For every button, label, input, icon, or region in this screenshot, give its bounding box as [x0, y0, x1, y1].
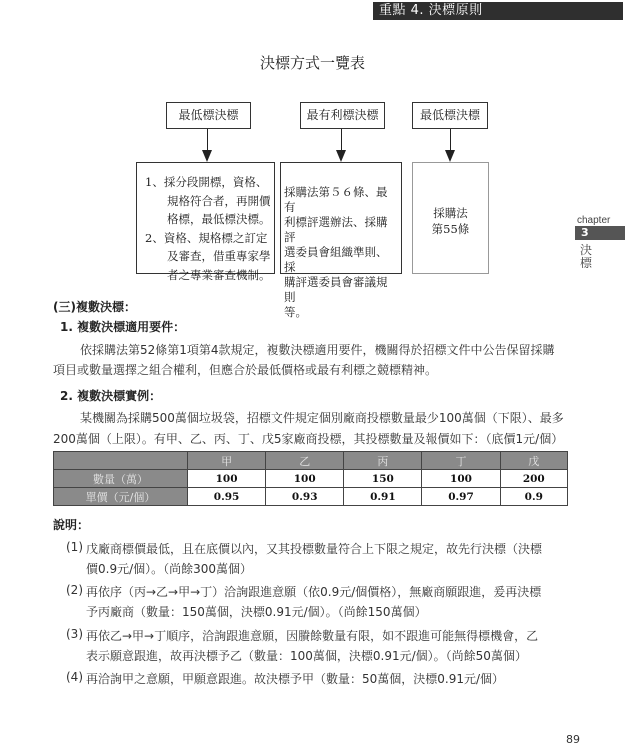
item-line: 價0.9元/個）。（尚餘300萬個）: [86, 562, 253, 576]
box-line: 者之專業審查機制。: [167, 267, 271, 282]
item-line: 再依乙→甲→丁順序，洽詢跟進意願，因賸餘數量有限，如不跟進可能無得標機會，乙: [86, 629, 539, 643]
box-line: 規格符合者，再開價: [167, 193, 271, 208]
chapter-header-bar: 重點 4. 決標原則: [373, 2, 623, 20]
box-line: 格標，最低標決標。: [167, 212, 271, 226]
arrow-line: [450, 129, 451, 151]
table-cell: 0.9: [500, 488, 567, 506]
detail-box-article-55: [412, 162, 489, 274]
table-row: [54, 470, 568, 488]
item-number: (3): [66, 627, 83, 641]
chapter-name-char: 標: [580, 256, 593, 270]
item-number: (1): [66, 540, 83, 554]
box-line: 採購法第５６條、最有: [284, 185, 388, 214]
row-header: 數量（萬）: [54, 470, 188, 488]
box-line: 1、採分段開標，資格、: [145, 175, 268, 189]
column-header: 丙: [344, 452, 422, 470]
chapter-name: [580, 244, 594, 270]
arrow-line: [207, 129, 208, 151]
table-cell: 0.93: [266, 488, 344, 506]
page-title: 決標方式一覽表: [259, 54, 365, 72]
box-line: 購評選委員會審議規則: [284, 275, 388, 304]
box-line: 利標評選辦法、採購評: [284, 215, 388, 244]
box-line: 等。: [284, 305, 307, 319]
table-cell: 0.95: [188, 488, 266, 506]
table-cell: 100: [188, 470, 266, 488]
item-line: 表示願意跟進，故再決標予乙（數量：100萬個，決標0.91元/個）。（尚餘50萬個）: [86, 649, 527, 663]
item-number: (2): [66, 583, 83, 597]
table-cell: 100: [422, 470, 500, 488]
section-heading: (三)複數決標：: [53, 300, 136, 314]
table-cell: 0.97: [422, 488, 500, 506]
chapter-label: chapter: [577, 215, 611, 226]
table-header-row: [54, 452, 568, 470]
table-cell: 150: [344, 470, 422, 488]
paragraph-line: 依採購法第52條第1項第4款規定，複數決標適用要件，機關得於招標文件中公告保留採購: [80, 343, 555, 357]
paragraph-line: 項目或數量選擇之組合權利，但應合於最低價格或最有利標之競標精神。: [53, 363, 438, 377]
table-cell: 100: [266, 470, 344, 488]
subsection-heading-2: 2. 複數決標實例：: [60, 389, 162, 403]
item-line: 戊廠商標價最低，且在底價以內，又其投標數量符合上下限之規定，故先行決標（決標: [86, 542, 543, 556]
column-header: 乙: [266, 452, 344, 470]
paragraph-line: 某機關為採購500萬個垃圾袋，招標文件規定個別廠商投標數量最少100萬個（下限）、最多: [80, 411, 564, 425]
arrow-line: [341, 129, 342, 151]
column-header: 丁: [422, 452, 500, 470]
detail-box-lowest-bid: [136, 162, 275, 282]
top-box-most-advantageous: 最有利標決標: [300, 102, 385, 129]
box-line: 第55條: [431, 222, 470, 236]
row-header: 單價（元/個）: [54, 488, 188, 506]
page-number: 89: [566, 733, 580, 746]
table-cell: 0.91: [344, 488, 422, 506]
table-row: [54, 488, 568, 506]
box-line: 選委員會組織準則、採: [284, 245, 388, 274]
top-box-lowest-bid-2: 最低標決標: [412, 102, 488, 129]
box-line: 2、資格、規格標之訂定: [145, 230, 268, 245]
paragraph-line: 200萬個（上限）。有甲、乙、丙、丁、戊5家廠商投標，其投標數量及報價如下：（底價1元/個）: [53, 432, 564, 446]
arrow-down-icon: [445, 150, 455, 162]
arrow-down-icon: [336, 150, 346, 162]
detail-box-most-advantageous: [280, 162, 402, 319]
column-header: 戊: [500, 452, 567, 470]
box-line: 及審查，借重專家學: [167, 249, 271, 263]
item-number: (4): [66, 670, 83, 684]
chapter-name-char: 決: [580, 243, 593, 257]
explanation-heading: 說明：: [53, 518, 90, 532]
box-line: 採購法: [433, 206, 468, 220]
item-line: 再依序（丙→乙→甲→丁）洽詢跟進意願（依0.9元/個價格），無廠商願跟進，爰再決標: [86, 585, 542, 599]
arrow-down-icon: [202, 150, 212, 162]
subsection-heading-1: 1. 複數決標適用要件：: [60, 320, 186, 334]
chapter-number: 3: [575, 226, 625, 240]
item-line: 予丙廠商（數量：150萬個，決標0.91元/個）。（尚餘150萬個）: [86, 605, 427, 619]
bid-table: [53, 451, 568, 506]
item-line: 再洽詢甲之意願，甲願意跟進。故決標予甲（數量：50萬個，決標0.91元/個）: [86, 672, 505, 686]
table-cell: 200: [500, 470, 567, 488]
column-header: 甲: [188, 452, 266, 470]
table-corner-cell: [54, 452, 188, 470]
top-box-lowest-bid-1: 最低標決標: [166, 102, 251, 129]
